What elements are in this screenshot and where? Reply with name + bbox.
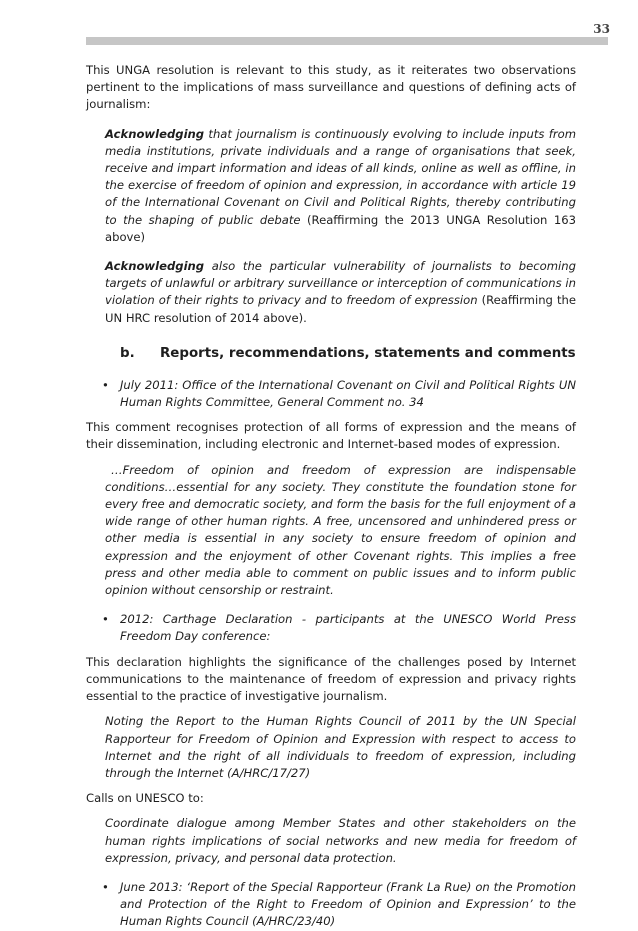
bullet-marker: • [102,879,109,894]
quote-body: also the particular vulnerability of journalists to becoming targets of unlawful or arbitrary surveillance or interception of communications in violation of their rights to privacy and to freedom of expression [105,259,576,308]
item-heading: July 2011: Office of the International Covenant on Civil and Political Rights UN Human Rights Committee, General Comment no. 34 [120,377,576,410]
item-heading: June 2013: ‘Report of the Special Rapporteur (Frank La Rue) on the Promotion and Protection of the Right to Freedom of Opinion and Expression’ to the Human Rights Council (A/HRC/23/40) [120,879,576,929]
quote-citation: (Reaffirming the UN HRC resolution of 2014 above). [105,293,577,325]
section-letter: b. [120,345,135,361]
quote-lead: Acknowledging [105,126,205,141]
section-title: Reports, recommendations, statements and comments [160,345,576,361]
bullet-marker: • [102,612,109,627]
list-item [102,611,576,645]
item-quote: …Freedom of opinion and freedom of expression are indispensable conditions…essential for any society. They constitute the foundation stone for every free and democratic society, and form the basis for the full enjoyment of a wide range of other human rights. A free, uncensored and unhindered press or other media is essential in any society to ensure freedom of opinion and expression and the enjoyment of other Covenant rights. This implies a free press and other media able to comment on public issues and to inform public opinion without censorship or restraint. [105,462,576,598]
list-item [102,879,576,931]
item-quote: Coordinate dialogue among Member States and other stakeholders on the human rights implications of social networks and new media for freedom of expression, privacy, and personal data protection. [105,816,576,865]
document-body [86,62,576,931]
intro-paragraph: This UNGA resolution is relevant to this study, as it reiterates two observations pertinent to the implications of mass surveillance and questions of defining acts of journalism: [86,63,576,112]
list-item [102,377,576,411]
item-heading: 2012: Carthage Declaration - participants at the UNESCO World Press Freedom Day conference: [120,612,576,644]
calls-label: Calls on UNESCO to: [86,791,204,806]
section-heading [120,345,576,363]
quote-citation: (Reaffirming the 2013 UNGA Resolution 163 above) [105,212,576,244]
quote-block [105,258,576,327]
quote-lead: Acknowledging [105,259,205,274]
page-number: 33 [593,22,610,36]
item-summary: This declaration highlights the significance of the challenges posed by Internet communications to the maintenance of freedom of expression and privacy rights essential to the practice of investigative journalism. [86,654,576,704]
item-quote: Noting the Report to the Human Rights Council of 2011 by the UN Special Rapporteur for Freedom of Opinion and Expression with respect to access to Internet and the right of all individuals to freedom of expression, including through the Internet (A/HRC/17/27) [105,714,576,780]
quote-body: that journalism is continuously evolving to include inputs from media institutions, private individuals and a range of organisations that seek, receive and impart information and ideas of all kinds, online as well as offline, in the exercise of freedom of opinion and expression, in accordance with article 19 of the International Covenant on Civil and Political Rights, thereby contributing to the shaping of public debate [105,126,576,227]
bullet-marker: • [102,377,109,392]
quote-block [105,126,576,246]
header-bar [86,37,608,45]
item-summary: This comment recognises protection of all forms of expression and the means of their dissemination, including electronic and Internet-based modes of expression. [86,420,576,452]
